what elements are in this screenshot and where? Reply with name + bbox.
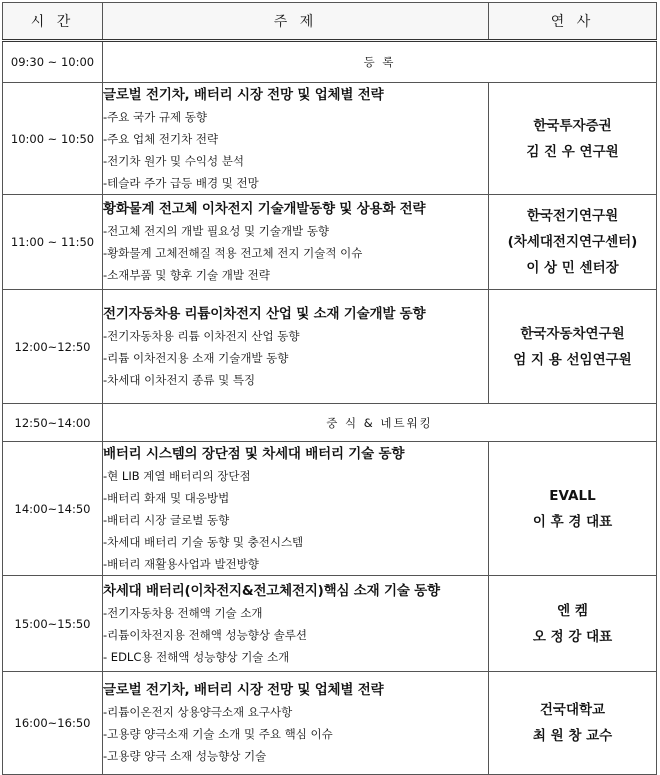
header-row: [3, 3, 657, 41]
session-time: 14:00~14:50: [3, 442, 103, 576]
break-label: 중 식 & 네트워킹: [103, 404, 657, 442]
session-row: [3, 442, 657, 576]
header-time: 시 간: [3, 3, 103, 41]
topic-items: [103, 602, 488, 668]
topic-item: -전기자동차용 리튬 이차전지 산업 동향: [103, 328, 300, 343]
speaker-name: 이 후 경 대표: [532, 513, 613, 530]
break-row: [3, 41, 657, 83]
session-speaker: [489, 83, 657, 195]
speaker-affiliation: EVALL: [549, 487, 596, 504]
header-topic: 주 제: [103, 3, 489, 41]
topic-item: -배터리 화재 및 대응방법: [103, 490, 230, 505]
topic-item: -리튬이온전지 상용양극소재 요구사항: [103, 705, 293, 719]
speaker-name: 김 진 우 연구원: [526, 143, 619, 160]
speaker-affiliation: (차세대전지연구센터): [507, 234, 638, 250]
topic-title: 배터리 시스템의 장단점 및 차세대 배터리 기술 동향: [103, 445, 405, 462]
topic-items: [103, 701, 488, 767]
topic-items: [103, 106, 488, 194]
topic-item: -주요 업체 전기차 전략: [103, 131, 219, 146]
topic-items: [103, 220, 488, 286]
session-time: 16:00~16:50: [3, 672, 103, 775]
topic-title: 전기자동차용 리튬이차전지 산업 및 소재 기술개발 동향: [103, 305, 426, 322]
session-row: [3, 83, 657, 195]
session-time: 11:00 ~ 11:50: [3, 195, 103, 290]
speaker-affiliation: 한국투자증권: [533, 117, 612, 134]
topic-item: -황화물계 고체전해질 적용 전고체 전지 기술적 이슈: [103, 246, 363, 260]
topic-title: 차세대 배터리(이차전지&전고체전지)핵심 소재 기술 동향: [103, 582, 440, 599]
topic-item: -리튬이차전지용 전해액 성능향상 솔루션: [103, 627, 307, 642]
session-speaker: [489, 195, 657, 290]
topic-item: -차세대 이차전지 종류 및 특징: [103, 372, 256, 387]
topic-title: 황화물계 전고체 이차전지 기술개발동향 및 상용화 전략: [103, 201, 426, 217]
session-topic: [103, 83, 489, 195]
session-row: [3, 195, 657, 290]
topic-item: -배터리 시장 글로벌 동향: [103, 512, 230, 527]
session-time: 15:00~15:50: [3, 576, 103, 672]
session-time: 12:50~14:00: [3, 404, 103, 442]
speaker-name: 엄 지 용 선임연구원: [513, 351, 632, 368]
session-speaker: [489, 442, 657, 576]
session-topic: [103, 576, 489, 672]
speaker-affiliation: 한국자동차연구원: [520, 325, 625, 342]
session-row: [3, 290, 657, 404]
session-row: [3, 576, 657, 672]
speaker-affiliation: 한국전기연구원: [526, 208, 619, 224]
topic-item: -전기자동차용 전해액 기술 소개: [103, 605, 263, 620]
topic-item: -고용량 양극 소재 성능향상 기술: [103, 749, 267, 763]
session-row: [3, 672, 657, 775]
session-topic: [103, 195, 489, 290]
topic-title: 글로벌 전기차, 배터리 시장 전망 및 업체별 전략: [103, 682, 384, 698]
topic-item: -현 LIB 계열 배터리의 장단점: [103, 468, 251, 483]
topic-item: -배터리 재활용사업과 발전방향: [103, 556, 259, 571]
session-speaker: [489, 290, 657, 404]
session-speaker: [489, 576, 657, 672]
break-label: 등 록: [103, 41, 657, 83]
speaker-affiliation: 엔 켐: [557, 602, 588, 619]
topic-item: -차세대 배터리 기술 동향 및 충전시스템: [103, 534, 304, 549]
topic-item: -테슬라 주가 급등 배경 및 전망: [103, 175, 259, 190]
schedule-table: [2, 2, 657, 775]
topic-item: -전기차 원가 및 수익성 분석: [103, 153, 244, 168]
topic-item: -전고체 전지의 개발 필요성 및 기술개발 동향: [103, 224, 330, 238]
session-time: 12:00~12:50: [3, 290, 103, 404]
session-topic: [103, 290, 489, 404]
break-row: [3, 404, 657, 442]
topic-items: [103, 465, 488, 575]
topic-items: [103, 325, 488, 391]
session-time: 09:30 ~ 10:00: [3, 41, 103, 83]
speaker-name: 이 상 민 센터장: [526, 260, 619, 276]
session-time: 10:00 ~ 10:50: [3, 83, 103, 195]
speaker-name: 최 원 창 교수: [532, 728, 613, 744]
session-topic: [103, 442, 489, 576]
topic-item: -주요 국가 규제 동향: [103, 109, 207, 124]
session-speaker: [489, 672, 657, 775]
header-speaker: 연 사: [489, 3, 657, 41]
topic-title: 글로벌 전기차, 배터리 시장 전망 및 업체별 전략: [103, 86, 384, 103]
schedule-body: [3, 41, 657, 775]
topic-item: - EDLC용 전해액 성능향상 기술 소개: [103, 649, 290, 664]
session-topic: [103, 672, 489, 775]
speaker-name: 오 정 강 대표: [532, 628, 613, 645]
topic-item: -고용량 양극소재 기술 소개 및 주요 핵심 이슈: [103, 727, 333, 741]
speaker-affiliation: 건국대학교: [539, 702, 606, 718]
topic-item: -소재부품 및 향후 기술 개발 전략: [103, 268, 270, 282]
topic-item: -리튬 이차전지용 소재 기술개발 동향: [103, 350, 289, 365]
